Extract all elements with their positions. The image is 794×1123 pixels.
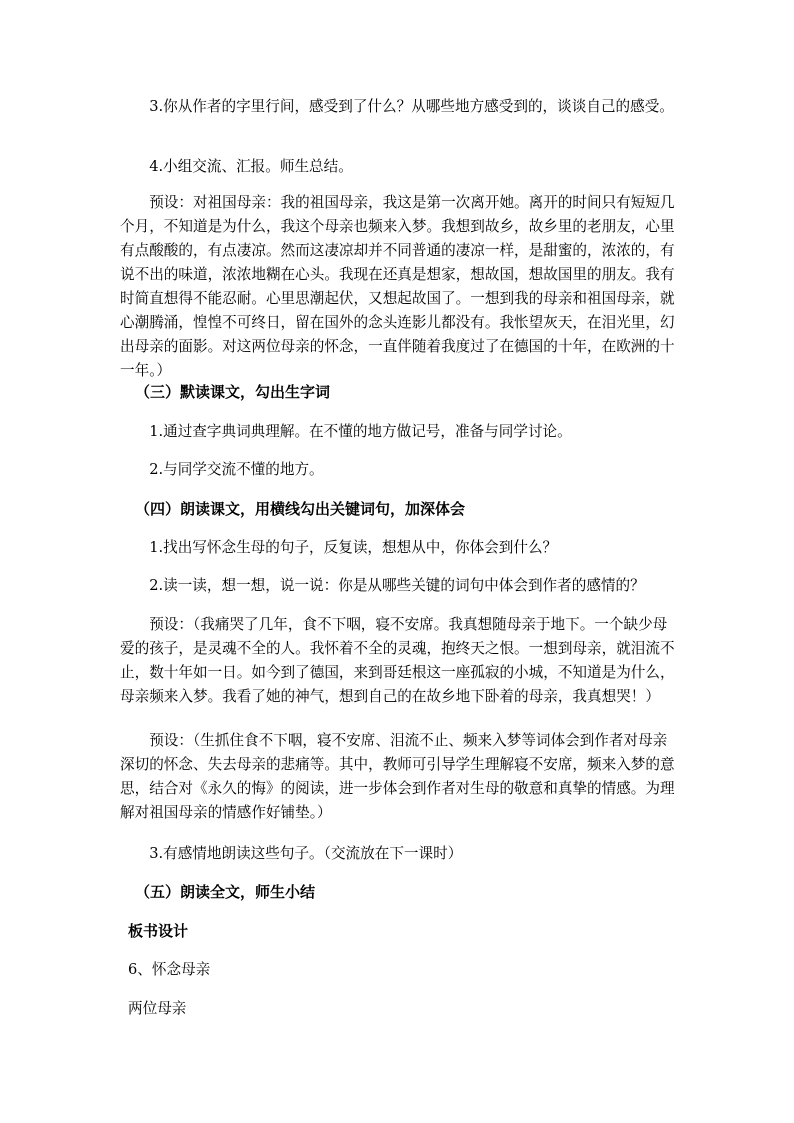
preset-paragraph-3: 预设：（生抓住食不下咽，寝不安席、泪流不止、频来入梦等词体会到作者对母亲深切的怀念、失去母亲的悲痛等。其中，教师可引导学生理解寝不安席，频来入梦的意思，结合对《永久的悔》的阅读，进一步体会到作者对生母的敬意和真挚的情感。为理解对祖国母亲的情感作好铺垫。） xyxy=(120,732,675,821)
preset-paragraph-2: 预设：（我痛哭了几年，食不下咽，寝不安席。我真想随母亲于地下。一个缺少母爱的孩子，是灵魂不全的人。我怀着不全的灵魂，抱终天之恨。一想到母亲，就泪流不止，数十年如一日。如今到了德国，来到哥廷根这一座孤寂的小城，不知道是为什么，母亲频来入梦。我看了她的神气，想到自己的在故乡地下卧着的母亲，我真想哭！） xyxy=(120,616,675,705)
question-4: 4.小组交流、汇报。师生总结。 xyxy=(149,158,353,175)
section-4-heading: （四）朗读课文，用横线勾出关键词句，加深体会 xyxy=(135,500,466,518)
section-3-item-1: 1.通过查字典词典理解。在不懂的地方做记号，准备与同学讨论。 xyxy=(149,423,572,440)
preset-paragraph-1: 预设：对祖国母亲：我的祖国母亲，我这是第一次离开她。离开的时间只有短短几个月，不知道是为什么，我这个母亲也频来入梦。我想到故乡，故乡里的老朋友，心里有点酸酸的，有点凄凉。然而这凄凉却并不同普通的凄凉一样，是甜蜜的，浓浓的，有说不出的味道，浓浓地糊在心头。我现在还真是想家，想故国，想故国里的朋友。我有时简直想得不能忍耐。心里思潮起伏，又想起故国了。一想到我的母亲和祖国母亲，就心潮腾涌，惶惶不可终日，留在国外的念头连影儿都没有。我怅望灰天，在泪光里，幻出母亲的面影。对这两位母亲的怀念，一直伴随着我度过了在德国的十年，在欧洲的十一年。） xyxy=(120,194,675,379)
board-line-2: 两位母亲 xyxy=(128,1000,187,1017)
section-4-item-2: 2.读一读，想一想，说一说：你是从哪些关键的词句中体会到作者的感情的？ xyxy=(149,577,645,594)
question-3: 3.你从作者的字里行间，感受到了什么？从哪些地方感受到的，谈谈自己的感受。 xyxy=(149,98,674,115)
section-5-heading: （五）朗读全文，师生小结 xyxy=(135,883,316,901)
section-4-item-1: 1.找出写怀念生母的句子，反复读，想想从中，你体会到什么？ xyxy=(149,539,558,556)
section-3-heading: （三）默读课文，勾出生字词 xyxy=(135,383,331,401)
board-design-title: 板书设计 xyxy=(128,922,189,940)
section-3-item-2: 2.与同学交流不懂的地方。 xyxy=(149,461,324,478)
section-4-item-3: 3.有感情地朗读这些句子。（交流放在下一课时） xyxy=(149,845,463,862)
board-line-1: 6、怀念母亲 xyxy=(128,961,211,978)
